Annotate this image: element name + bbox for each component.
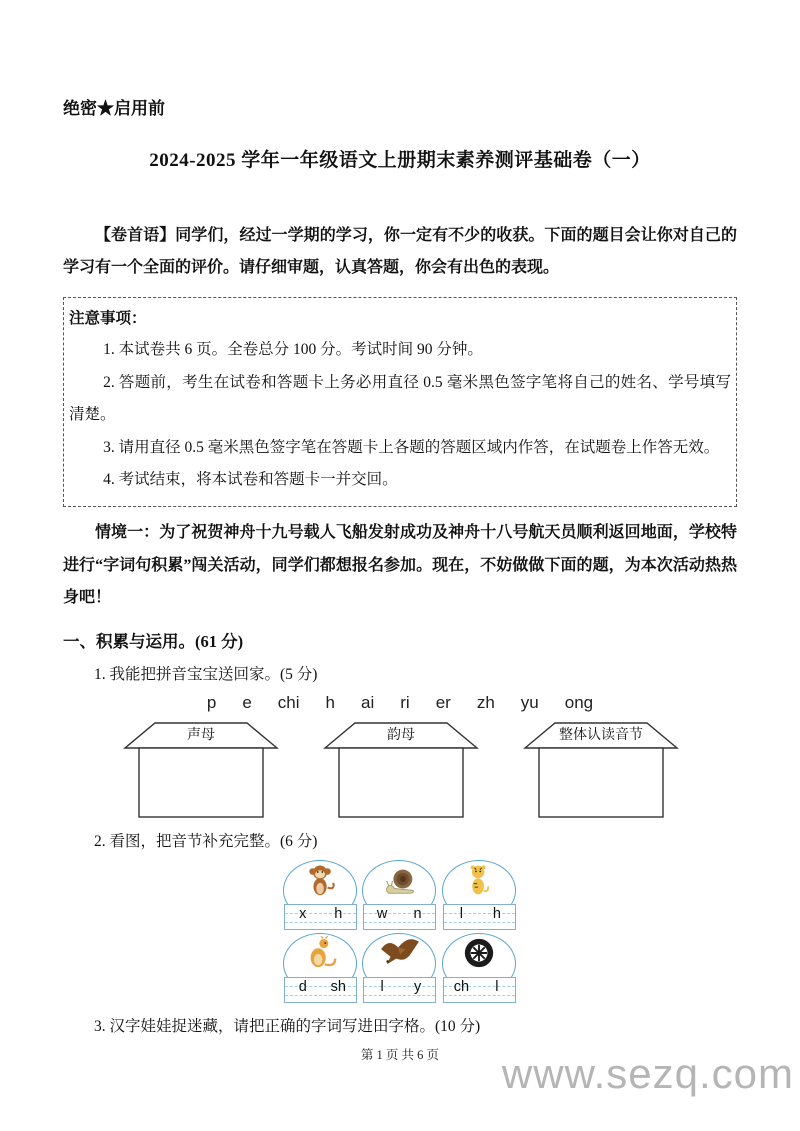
- wheel-icon: [462, 936, 496, 970]
- notice-box: [63, 297, 737, 507]
- pinyin-writing-grid: [443, 977, 516, 1003]
- question-1-label: 1. 我能把拼音宝宝送回家。(5 分): [94, 666, 318, 684]
- scenario-paragraph: 情境一：为了祝贺神舟十九号载人飞船发射成功及神舟十八号航天员顺利返回地面，学校特进行“字词句积累”闯关活动，同学们都想报名参加。现在，不妨做做下面的题，为本次活动热热身吧！: [63, 523, 737, 607]
- pinyin-writing-grid: [443, 904, 516, 930]
- house-label: 声母: [187, 728, 215, 744]
- pinyin-writing-grid: [284, 977, 357, 1003]
- syllable-letter: l: [380, 979, 384, 996]
- syllable-cell-tiger: [440, 859, 519, 931]
- syllable-letter: h: [492, 906, 501, 923]
- house-shengmu: [123, 721, 279, 819]
- syllable-cells-grid: [281, 859, 519, 1004]
- kangaroo-icon: [302, 936, 340, 970]
- pinyin-item: ri: [400, 693, 410, 713]
- notice-item: 4. 考试结束，将本试卷和答题卡一并交回。: [103, 471, 398, 489]
- question-3-label: 3. 汉字娃娃捉迷藏，请把正确的字词写进田字格。(10 分): [94, 1018, 481, 1036]
- pinyin-writing-grid: [363, 904, 436, 930]
- syllable-letter: n: [413, 906, 422, 923]
- answer-houses-row: [63, 721, 737, 819]
- syllable-letter: h: [334, 906, 343, 923]
- syllable-cell-eagle: [360, 932, 439, 1004]
- syllable-letter: y: [413, 979, 422, 996]
- syllable-letter: ch: [453, 979, 470, 996]
- house-label: 韵母: [387, 728, 415, 744]
- intro-paragraph: 【卷首语】同学们，经过一学期的学习，你一定有不少的收获。下面的题目会让你对自己的学习有一个全面的评价。请仔细审题，认真答题，你会有出色的表现。: [63, 227, 737, 276]
- page-number: 第 1 页 共 6 页: [360, 1048, 440, 1063]
- eagle-icon: [379, 936, 421, 970]
- pinyin-item: er: [435, 693, 451, 713]
- snail-icon: [380, 863, 420, 897]
- question-2-label: 2. 看图，把音节补充完整。(6 分): [94, 833, 318, 851]
- page-content: [0, 94, 800, 1063]
- notice-heading: 注意事项：: [69, 310, 147, 327]
- tiger-icon: [461, 863, 497, 897]
- house-yunmu: [323, 721, 479, 819]
- pinyin-item: ai: [361, 693, 375, 713]
- pinyin-item: h: [325, 693, 335, 713]
- pinyin-item: ong: [564, 693, 594, 713]
- monkey-icon: [302, 863, 340, 897]
- syllable-cell-wheel: [440, 932, 519, 1004]
- classification-label: 绝密★启用前: [63, 99, 165, 118]
- house-zhengti-rendu: [523, 721, 679, 819]
- pinyin-item: p: [206, 693, 217, 713]
- notice-item: 3. 请用直径 0.5 毫米黑色签字笔在答题卡上各题的答题区域内作答，在试题卷上作答无效。: [103, 438, 720, 456]
- page-title: 2024-2025 学年一年级语文上册期末素养测评基础卷（一）: [149, 150, 651, 171]
- syllable-cell-snail: [360, 859, 439, 931]
- syllable-cell-kangaroo: [281, 932, 360, 1004]
- pinyin-items-row: [63, 693, 737, 713]
- pinyin-writing-grid: [284, 904, 357, 930]
- syllable-letter: l: [495, 979, 499, 996]
- pinyin-item: zh: [476, 693, 495, 713]
- pinyin-item: chi: [277, 693, 300, 713]
- syllable-letter: x: [299, 906, 307, 923]
- notice-item: 1. 本试卷共 6 页。全卷总分 100 分。考试时间 90 分钟。: [103, 341, 483, 358]
- syllable-cell-monkey: [281, 859, 360, 931]
- pinyin-item: e: [242, 693, 252, 713]
- notice-item: 2. 答题前，考生在试卷和答题卡上务必用直径 0.5 毫米黑色签字笔将自己的姓名、学号填写清楚。: [69, 373, 731, 424]
- syllable-letter: d: [298, 979, 307, 996]
- syllable-letter: w: [376, 906, 388, 923]
- section-1-heading: 一、积累与运用。(61 分): [63, 632, 244, 652]
- pinyin-item: yu: [520, 693, 539, 713]
- pinyin-writing-grid: [363, 977, 436, 1003]
- house-label: 整体认读音节: [559, 728, 643, 744]
- watermark: www.sezq.com: [501, 1050, 794, 1097]
- syllable-letter: sh: [330, 979, 346, 996]
- syllable-letter: l: [459, 906, 464, 923]
